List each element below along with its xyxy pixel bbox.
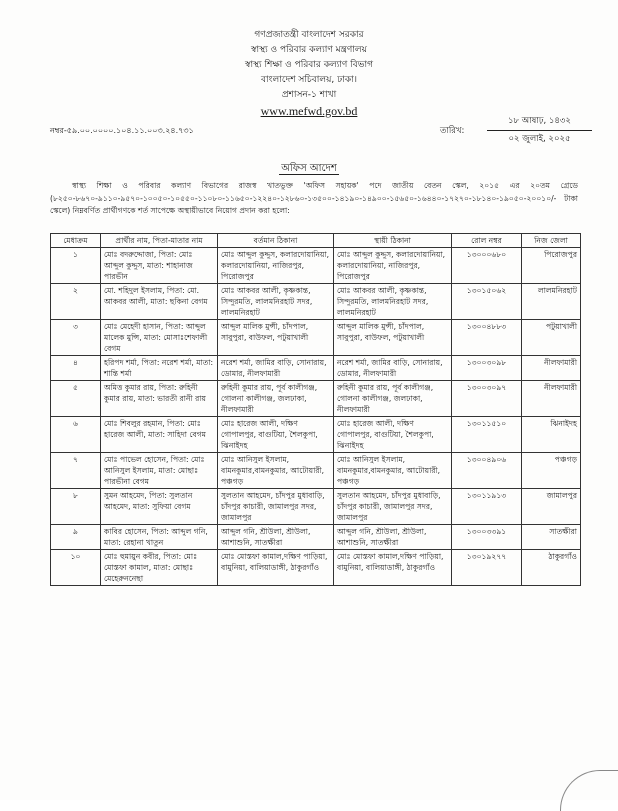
cell-present-address: মোঃ হারেজ আলী, দক্ষিণ গোপালপুর, বাগুটিয়া, শৈলকুপা, ঝিনাইদহ [218,417,334,453]
cell-permanent-address: রুহিনী কুমার রায়, পূর্ব কালীগঞ্জ, গোলনা কালীগঞ্জ, জলঢাকা, নীলফামারী [334,381,452,417]
secretariat-address: বাংলাদেশ সচিবালয়, ঢাকা। [261,75,357,85]
cell-permanent-address: আব্দুল গনি, শ্রীউলা, শ্রীউলা, আশাশুনি, সাতক্ষীরা [334,525,452,550]
cell-serial: ৭ [51,453,101,489]
table-row [51,284,581,320]
cell-serial: ৩ [51,320,101,356]
table-row [51,248,581,284]
cell-district: ঝিনাইদহ [522,417,581,453]
cell-district: পঞ্চগড় [522,453,581,489]
ministry-name: স্বাস্থ্য ও পরিবার কল্যাণ মন্ত্রণালয় [251,45,367,55]
branch-name: প্রশাসন-১ শাখা [281,90,337,100]
cell-serial: ২ [51,284,101,320]
cell-name: মোঃ শিবলুর রহমান, পিতা: মোঃ হারেজ আলী, মাতা: সাহিদা বেগম [101,417,218,453]
memo-number: নম্বর-৫৯.০০.০০০০.১০৪.১১.০০৩.২৪.৭৩১ [50,126,194,135]
table-row [51,489,581,525]
header-district: নিজ জেলা [522,234,581,248]
cell-roll: ১৩০০৩০৯৮ [452,356,522,381]
cell-district: নীলফামারী [522,381,581,417]
cell-name: মো. শহিদুল ইসলাম, পিতা: মো. আকবর আলী, মাতা: ছকিনা বেগম [101,284,218,320]
date-english: ০২ জুলাই, ২০২৫ [508,134,571,144]
appointment-table [50,233,581,586]
cell-roll: ১৩০০০৬৮০ [452,248,522,284]
cell-serial: ৮ [51,489,101,525]
cell-district: ঠাকুরগাঁও [522,550,581,586]
cell-present-address: নরেশ শর্মা, জামির বাড়ি, সোনারায়, ডোমার, নীলফামারী [218,356,334,381]
cell-serial: ৫ [51,381,101,417]
order-body-text: স্বাস্থ্য শিক্ষা ও পরিবার কল্যাণ বিভাগের রাজস্ব খাতভুক্ত 'অফিস সহায়ক' পদে জাতীয় বেতন স্কেল, ২০১৫ এর ২০তম গ্রেডে (৮২৫০-৮৬৭০-৯১১০-৯৫৭০-১০০৫০-১০৫৫০-১১০৮০-১১৬৫০-১২২৪০-১২৮৬০-১৩৫০০-১৪১৯০-১৪৯০০-১৫৬৫০-১৬৪৪০-১৭২৭০-১৮১৪০-১৯০৫০-২০০১০/- টাকা স্কেলে) নিম্নবর্ণিত প্রার্থীগণকে শর্ত সাপেক্ষে অস্থায়ীভাবে নিয়োগ প্রদান করা হলো: [50,181,578,215]
cell-serial: ১০ [51,550,101,586]
table-row [51,453,581,489]
table-row [51,550,581,586]
cell-district: সাতক্ষীরা [522,525,581,550]
cell-roll: ১৩০১১৯১৩ [452,489,522,525]
header-serial: মেধাক্রম [51,234,101,248]
header-permanent-address: স্থায়ী ঠিকানা [334,234,452,248]
government-name: গণপ্রজাতন্ত্রী বাংলাদেশ সরকার [254,30,364,40]
cell-present-address: মোঃ আনিসুল ইসলাম, বামনকুমার,বামনকুমার, আটোয়ারী, পঞ্চগড় [218,453,334,489]
cell-present-address: মোঃ মোস্তফা কামাল,দক্ষিণ পাড়িয়া, বামুনিয়া, বালিয়াডাঙ্গী, ঠাকুরগাঁও [218,550,334,586]
cell-present-address: মোঃ আকবর আলী, কৃষ্ণকান্ত, সিন্দুরমতি, লালমনিরহাট সদর, লালমনিরহাট [218,284,334,320]
table-row [51,320,581,356]
cell-district: পটুয়াখালী [522,320,581,356]
order-title [0,156,618,178]
cell-roll: ১৩০০৩০৯৭ [452,381,522,417]
table-row [51,381,581,417]
cell-present-address: আব্দুল মালিক মুন্সী, চাঁদপাল, সাবুপুরা, বাউফল, পটুয়াখালী [218,320,334,356]
table-row [51,417,581,453]
cell-name: মোঃ পাভেল হোসেন, পিতা: মোঃ আনিসুল ইসলাম, মাতা: মোছাঃ পারভীনা বেগম [101,453,218,489]
cell-permanent-address: আব্দুল মালিক মুন্সী, চাঁদপাল, সাবুপুরা, বাউফল, পটুয়াখালী [334,320,452,356]
cell-name: হরিপদ শর্মা, পিতা: নরেশ শর্মা, মাতা: শান্তি শর্মা [101,356,218,381]
cell-name: সুমন আহমেদ, পিতা: সুলতান আহমেদ, মাতা: সুফিয়া বেগম [101,489,218,525]
cell-present-address: সুলতান আহমেদ, চাঁদপুর মুধাবাড়ি, চাঁদপুর কাচারী, জামালপুর সদর, জামালপুর [218,489,334,525]
header-name: প্রার্থীর নাম, পিতা-মাতার নাম [101,234,218,248]
cell-permanent-address: মোঃ আকবর আলী, কৃষ্ণকান্ত, সিন্দুরমতি, লালমনিরহাট সদর, লালমনিরহাট [334,284,452,320]
cell-permanent-address: মোঃ হারেজ আলী, দক্ষিণ গোপালপুর, বাগুটিয়া, শৈলকুপা, ঝিনাইদহ [334,417,452,453]
table-row [51,525,581,550]
cell-permanent-address: মোঃ আব্দুল কুদ্দুস, কলারদোয়ানিয়া, কলারদোয়ানিয়া, নাজিরপুর, পিরোজপুর [334,248,452,284]
cell-serial: ১ [51,248,101,284]
cell-district: লালমনিরহাট [522,284,581,320]
cell-name: মোঃ মেহেদী হাসান, পিতা: আব্দুল মালেক মুন্সি, মাতা: মোসাঃশেফালী বেগম [101,320,218,356]
cell-roll: ১৩০১৯২৭৭ [452,550,522,586]
date-label: তারিখ: [440,126,465,136]
cell-permanent-address: মোঃ আনিসুল ইসলাম, বামনকুমার,বামনকুমার, আটোয়ারী, পঞ্চগড় [334,453,452,489]
table-header-row [51,234,581,248]
cell-name: অমিত্ত কুমার রায়, পিতা: রুহিনী কুমার রায়, মাতা: ভারতী রানী রায় [101,381,218,417]
cell-roll: ১৩০১১৫১০ [452,417,522,453]
cell-name: কাবির হোসেন, পিতা: আব্দুল গনি, মাতা: রেহানা খাতুন [101,525,218,550]
cell-roll: ১৩০০৩৩৯১ [452,525,522,550]
header-roll: রোল নম্বর [452,234,522,248]
cell-permanent-address: সুলতান আহমেদ, চাঁদপুর মুধাবাড়ি, চাঁদপুর কাচারী, জামালপুর সদর, জামালপুর [334,489,452,525]
cell-name: মোঃ বদরুদ্দোজা, পিতা: মোঃ আব্দুল কুদ্দুস, মাতা: শাহানাজ পারভীন [101,248,218,284]
cell-present-address: রুহিনী কুমার রায়, পূর্ব কালীগঞ্জ, গোলনা কালীগঞ্জ, জলঢাকা, নীলফামারী [218,381,334,417]
header-present-address: বর্তমান ঠিকানা [218,234,334,248]
cell-roll: ১৩০০৪৯০৬ [452,453,522,489]
date-bangla: ১৮ আষাঢ়, ১৪৩২ [487,114,592,131]
table-row [51,356,581,381]
order-title-text: অফিস আদেশ [281,163,337,174]
letterhead [0,28,618,119]
cell-serial: ৬ [51,417,101,453]
cell-serial: ৯ [51,525,101,550]
cell-permanent-address: নরেশ শর্মা, জামির বাড়ি, সোনারায়, ডোমার, নীলফামারী [334,356,452,381]
website-link[interactable]: www.mefwd.gov.bd [260,104,358,118]
cell-roll: ১৩০০৪৮৮৩ [452,320,522,356]
cell-name: মোঃ হুমায়ুন কবীর, পিতা: মোঃ মোস্তফা কামাল, মাতা: মোছাঃ মেহেরুননেছা [101,550,218,586]
cell-district: জামালপুর [522,489,581,525]
division-name: স্বাস্থ্য শিক্ষা ও পরিবার কল্যাণ বিভাগ [244,60,374,70]
cell-permanent-address: মোঃ মোস্তফা কামাল,দক্ষিণ পাড়িয়া, বামুনিয়া, বালিয়াডাঙ্গী, ঠাকুরগাঁও [334,550,452,586]
partial-stamp-mark [560,770,618,811]
cell-present-address: আব্দুল গনি, শ্রীউলা, শ্রীউলা, আশাশুনি, সাতক্ষীরা [218,525,334,550]
cell-district: পিরোজপুর [522,248,581,284]
cell-present-address: মোঃ আব্দুল কুদ্দুস, কলারদোয়ানিয়া, কলারদোয়ানিয়া, নাজিরপুর, পিরোজপুর [218,248,334,284]
cell-serial: ৪ [51,356,101,381]
cell-roll: ১৩০১৫০৬২ [452,284,522,320]
cell-district: নীলফামারী [522,356,581,381]
